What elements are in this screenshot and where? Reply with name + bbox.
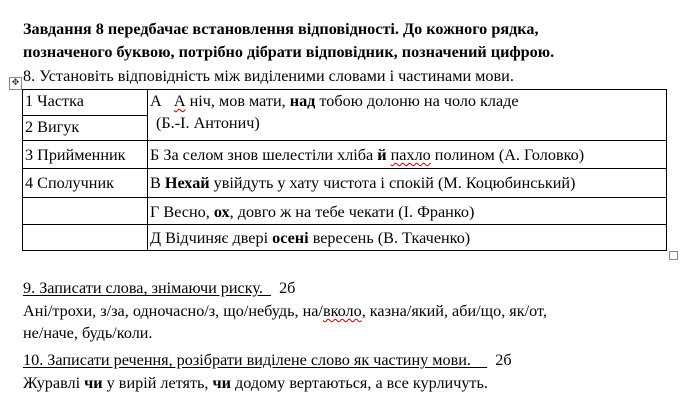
task10-title: 10. Записати речення, розібрати виділене слово як частину мови. 2б (23, 351, 512, 369)
table-row (23, 198, 667, 225)
table-move-handle-icon[interactable]: ✥ (9, 77, 22, 90)
option-c: В Нехай увійдуть у хату чистота і спокій (М. Коцюбинський) (148, 169, 667, 198)
option-d: Г Весно, ох, довго ж на тебе чекати (І. Франко) (148, 198, 667, 225)
table-row (23, 169, 667, 198)
task9-words-line-1: Ані/трохи, з/за, одночасно/з, що/небудь, на/вколо, казна/який, аби/що, як/от, (23, 302, 547, 320)
left-cell-stack (23, 90, 148, 141)
option-e: Д Відчиняє двері осені вересень (В. Ткаченко) (148, 225, 667, 251)
left-cell-4: 4 Сполучник (23, 169, 148, 198)
task10-sentence: Журавлі чи у вирій летять, чи додому вертаються, а все курличуть. (23, 374, 488, 392)
right-cell-a (148, 90, 667, 141)
table-resize-handle[interactable] (669, 251, 678, 260)
table-row (23, 90, 667, 141)
option-a-line-2: (Б.-І. Антонич) (156, 114, 260, 132)
option-b: Б За селом знов шелестіли хліба й пахло полином (А. Головко) (148, 141, 667, 169)
left-cell-3: 3 Прийменник (23, 141, 148, 169)
task9-title: 9. Записати слова, знімаючи риску. 2б (23, 279, 296, 297)
left-cell-2: 2 Вигук (25, 118, 80, 136)
left-cell-6 (23, 225, 148, 251)
left-cell-5 (23, 198, 148, 225)
header-line-2: позначеного буквою, потрібно дібрати відповідник, позначений цифрою. (23, 43, 555, 61)
left-cell-1: 1 Частка (23, 90, 147, 116)
matching-table (22, 89, 667, 251)
header-line-1: Завдання 8 передбачає встановлення відповідності. До кожного рядка, (23, 20, 539, 38)
option-a-line-1: А А ніч, мов мати, над тобою долоню на чоло кладе (150, 92, 519, 110)
table-row (23, 225, 667, 251)
task8-title: 8. Установіть відповідність між виділеними словами і частинами мови. (23, 67, 514, 85)
task9-words-line-2: не/наче, будь/коли. (23, 324, 153, 342)
table-row (23, 141, 667, 169)
